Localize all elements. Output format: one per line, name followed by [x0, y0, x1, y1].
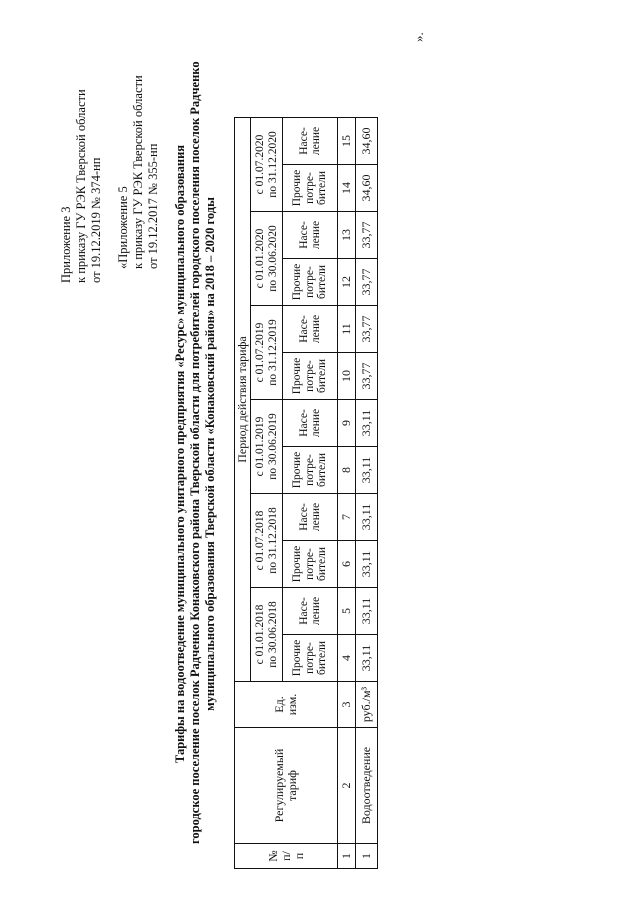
tariff-value: 34,60: [356, 165, 378, 212]
column-number: 13: [338, 212, 356, 259]
header-regulated-tariff: Регулируемый тариф: [235, 728, 338, 844]
header-population: Насе- ление: [283, 212, 338, 259]
column-number: 5: [338, 588, 356, 635]
table-row: [356, 118, 378, 869]
period-header: с 01.07.2018 по 31.12.2018: [251, 494, 283, 588]
tariff-value: 33,77: [356, 306, 378, 353]
header-other-consumers: Прочие потре- бители: [283, 541, 338, 588]
appendix-3-date: от 19.12.2019 № 374-нп: [89, 157, 103, 283]
column-number: 9: [338, 400, 356, 447]
header-other-consumers: Прочие потре- бители: [283, 259, 338, 306]
column-number: 1: [338, 844, 356, 869]
period-header: с 01.01.2018 по 30.06.2018: [251, 588, 283, 682]
tariff-value: 33,11: [356, 494, 378, 541]
column-number: 12: [338, 259, 356, 306]
closing-quote: ».: [411, 32, 426, 42]
document-title: [173, 61, 218, 844]
column-number: 2: [338, 728, 356, 844]
column-number: 4: [338, 635, 356, 682]
header-population: Насе- ление: [283, 306, 338, 353]
tariff-value: 33,11: [356, 541, 378, 588]
tariff-value: 33,11: [356, 588, 378, 635]
appendix-3-header: [59, 89, 104, 283]
period-header: с 01.01.2019 по 30.06.2019: [251, 400, 283, 494]
header-population: Насе- ление: [283, 118, 338, 165]
tariff-value: 33,77: [356, 259, 378, 306]
row-number: 1: [356, 844, 378, 869]
column-number: 6: [338, 541, 356, 588]
appendix-5-header: [116, 75, 161, 269]
column-number: 3: [338, 682, 356, 728]
appendix-5-order: к приказу ГУ РЭК Тверской области: [131, 75, 145, 269]
header-population: Насе- ление: [283, 494, 338, 541]
title-line-2: городское поселение поселок Радченко Конаковского района Тверской области для потребителей городского поселения поселок Радченко: [188, 61, 202, 844]
tariff-value: 33,11: [356, 635, 378, 682]
column-number: 15: [338, 118, 356, 165]
period-header: с 01.07.2020 по 31.12.2020: [251, 118, 283, 212]
header-period: Период действия тарифа: [235, 118, 251, 682]
title-line-3: муниципального образования Тверской области «Конаковский район» на 2018 – 2020 годы: [203, 197, 217, 711]
column-number: 8: [338, 447, 356, 494]
period-header: с 01.01.2020 по 30.06.2020: [251, 212, 283, 306]
appendix-5-date: от 19.12.2017 № 355-нп: [146, 143, 160, 269]
tariff-table: [234, 117, 378, 869]
period-header: с 01.07.2019 по 31.12.2019: [251, 306, 283, 400]
column-number: 11: [338, 306, 356, 353]
tariff-value: 33,77: [356, 212, 378, 259]
tariff-value: 33,77: [356, 353, 378, 400]
header-other-consumers: Прочие потре- бители: [283, 353, 338, 400]
header-other-consumers: Прочие потре- бители: [283, 635, 338, 682]
tariff-value: 33,11: [356, 400, 378, 447]
header-other-consumers: Прочие потре- бители: [283, 165, 338, 212]
row-tariff-name: Водоотведение: [356, 728, 378, 844]
header-row-number: № п/ п: [235, 844, 338, 869]
column-number: 10: [338, 353, 356, 400]
column-number: 7: [338, 494, 356, 541]
appendix-5-title: «Приложение 5: [116, 186, 130, 269]
column-number: 14: [338, 165, 356, 212]
column-number-row: [338, 118, 356, 869]
header-population: Насе- ление: [283, 400, 338, 447]
tariff-value: 33,11: [356, 447, 378, 494]
title-line-1: Тарифы на водоотведение муниципального унитарного предприятия «Ресурс» муниципального образования: [173, 144, 187, 764]
header-unit: Ед. изм.: [235, 682, 338, 728]
appendix-3-order: к приказу ГУ РЭК Тверской области: [74, 89, 88, 283]
header-other-consumers: Прочие потре- бители: [283, 447, 338, 494]
header-population: Насе- ление: [283, 588, 338, 635]
tariff-value: 34,60: [356, 118, 378, 165]
row-unit: руб./м³: [356, 682, 378, 728]
appendix-3-title: Приложение 3: [59, 206, 73, 283]
